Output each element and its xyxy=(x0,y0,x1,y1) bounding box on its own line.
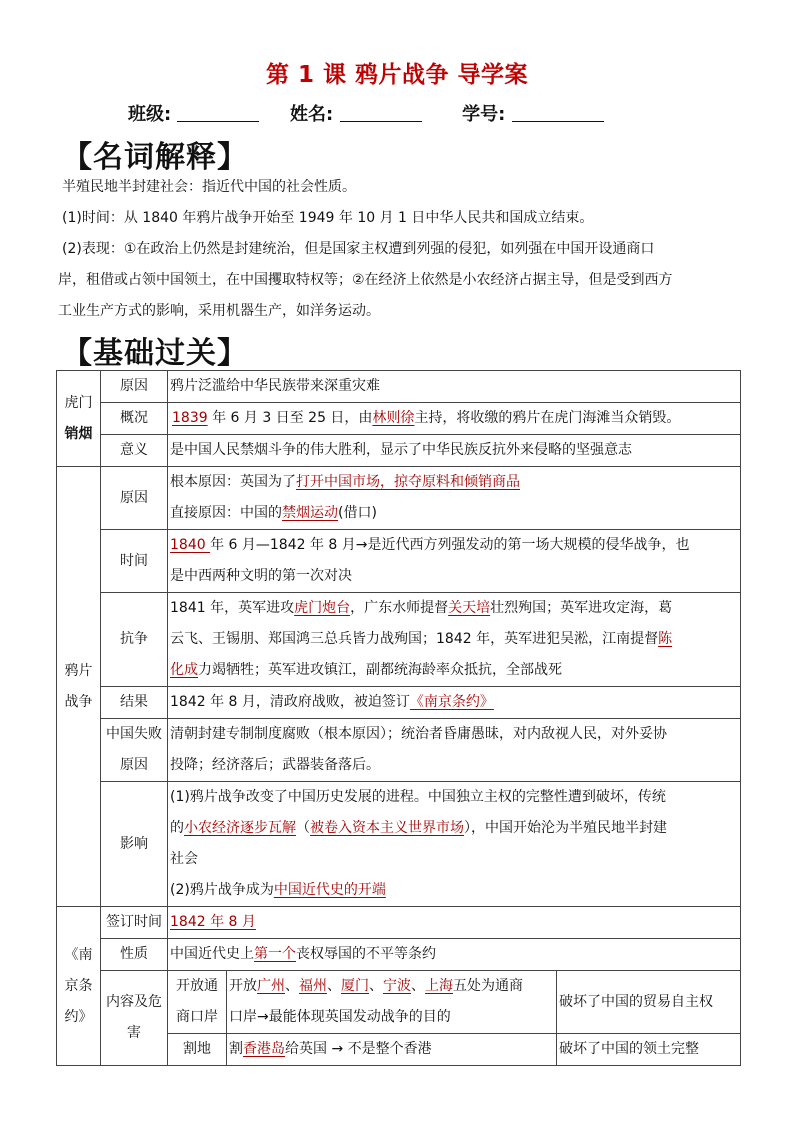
cell-text xyxy=(168,530,741,593)
category-text: 京条 xyxy=(64,977,93,994)
table-row xyxy=(57,467,741,530)
cell-text xyxy=(227,971,557,1034)
cell-text xyxy=(168,403,741,435)
answer-text: 宁波 xyxy=(383,978,411,994)
answer-text: 上海 xyxy=(425,978,453,994)
answer-text: 中国近代史的开端 xyxy=(273,882,386,898)
answer-text: 关天培 xyxy=(448,600,491,616)
cell-text: 1841 年，英军进攻 xyxy=(170,600,295,616)
cell-text: 根本原因：英国为了 xyxy=(170,474,296,490)
answer-text: 广州 xyxy=(257,978,285,994)
cell-text: 是中西两种文明的第一次对决 xyxy=(170,568,352,584)
terms-line-1: 半殖民地半封建社会：指近代中国的社会性质。 xyxy=(62,179,356,195)
table-row xyxy=(57,371,741,403)
category-humen xyxy=(57,371,101,467)
sub-label-text: 商口岸 xyxy=(176,1009,218,1025)
table-row xyxy=(57,719,741,782)
cell-text xyxy=(168,719,741,782)
row-label-text: 害 xyxy=(127,1025,141,1041)
cell-text xyxy=(168,467,741,530)
row-label: 签订时间 xyxy=(101,907,168,939)
cell-text: （ xyxy=(296,820,310,836)
cell-text: 鸦片泛滥给中华民族带来深重灾难 xyxy=(168,371,741,403)
knowledge-table xyxy=(56,370,741,1066)
cell-text: ，广东水师提督 xyxy=(350,600,449,616)
cell-text: 、 xyxy=(369,978,383,994)
cell-text: 、 xyxy=(327,978,341,994)
table-row xyxy=(57,687,741,719)
cell-text: 口岸→最能体现英国发动战争的目的 xyxy=(229,1009,451,1025)
cell-text: 、 xyxy=(411,978,425,994)
cell-text: 开放 xyxy=(229,978,257,994)
cell-text xyxy=(168,782,741,907)
terms-line-3b: 岸，租借或占领中国领土，在中国攫取特权等；②在经济上依然是小农经济占据主导，但是受到西方 xyxy=(58,272,673,288)
answer-text: 打开中国市场，掠夺原料和倾销商品 xyxy=(296,474,520,490)
row-label: 抗争 xyxy=(101,593,168,687)
answer-text: 1839 xyxy=(172,410,208,426)
cell-text: 割 xyxy=(229,1041,243,1057)
answer-text: 1840 xyxy=(170,537,211,553)
id-label: 学号: xyxy=(462,104,506,125)
category-text: 销烟 xyxy=(64,425,93,442)
category-text: 《南 xyxy=(64,946,93,963)
cell-text: 力竭牺牲；英军进攻镇江，副都统海龄率众抵抗，全部战死 xyxy=(198,662,562,678)
cell-text: 、 xyxy=(285,978,299,994)
answer-text: 被卷入资本主义世界市场 xyxy=(310,820,464,836)
row-label: 原因 xyxy=(101,371,168,403)
section-heading-terms: 【名词解释】 xyxy=(62,140,248,175)
answer-text: 厦门 xyxy=(341,978,369,994)
table-row xyxy=(57,435,741,467)
answer-text: 《南京条约》 xyxy=(409,694,494,710)
answer-text: 第一个 xyxy=(254,946,296,962)
cell-text: 直接原因：中国的 xyxy=(170,505,282,521)
cell-text: 1842 年 8 月，清政府战败，被迫签订 xyxy=(170,694,410,710)
row-label: 性质 xyxy=(101,939,168,971)
harm-text: 破坏了中国的领土完整 xyxy=(557,1034,741,1066)
cell-text: 主持，将收缴的鸦片在虎门海滩当众销毁。 xyxy=(414,410,681,426)
category-war xyxy=(57,467,101,907)
row-label: 时间 xyxy=(101,530,168,593)
cell-text xyxy=(168,687,741,719)
row-label xyxy=(101,971,168,1066)
cell-text: 年 6 月 3 日至 25 日，由 xyxy=(207,410,373,426)
category-text: 战争 xyxy=(64,693,93,710)
answer-text: 陈 xyxy=(658,631,673,647)
sub-label-text: 开放通 xyxy=(176,978,218,994)
page-title: 第 1 课 鸦片战争 导学案 xyxy=(265,62,529,88)
cell-text xyxy=(168,593,741,687)
answer-text: 虎门炮台 xyxy=(294,600,351,616)
cell-text: 社会 xyxy=(170,851,198,867)
cell-text: (借口) xyxy=(338,505,377,521)
table-row xyxy=(57,907,741,939)
row-label: 影响 xyxy=(101,782,168,907)
cell-text: 投降；经济落后；武器装备落后。 xyxy=(170,757,380,773)
cell-text: 清朝封建专制制度腐败（根本原因）；统治者昏庸愚昧，对内敌视人民，对外妥协 xyxy=(170,726,667,742)
row-label: 意义 xyxy=(101,435,168,467)
terms-line-3a: (2)表现：①在政治上仍然是封建统治，但是国家主权遭到列强的侵犯，如列强在中国开设通商口 xyxy=(62,241,655,257)
terms-line-3c: 工业生产方式的影响，采用机器生产，如洋务运动。 xyxy=(58,303,380,319)
cell-text: 是中国人民禁烟斗争的伟大胜利，显示了中华民族反抗外来侵略的坚强意志 xyxy=(168,435,741,467)
row-label-text: 中国失败 xyxy=(106,726,162,742)
section-heading-basics: 【基础过关】 xyxy=(62,336,248,371)
cell-text xyxy=(227,1034,557,1066)
cell-text xyxy=(168,907,741,939)
answer-text: 林则徐 xyxy=(372,410,415,426)
cell-text: 年 6 月—1842 年 8 月→是近代西方列强发动的第一场大规模的侵华战争，也 xyxy=(210,537,690,553)
cell-text: (1)鸦片战争改变了中国历史发展的进程。中国独立主权的完整性遭到破坏，传统 xyxy=(170,789,666,805)
category-treaty xyxy=(57,907,101,1066)
cell-text xyxy=(168,939,741,971)
class-blank xyxy=(177,103,259,122)
cell-text: 丧权辱国的不平等条约 xyxy=(296,946,436,962)
id-blank xyxy=(512,103,604,122)
cell-text: 云飞、王锡朋、郑国鸿三总兵皆力战殉国；1842 年，英军进犯吴淞，江南提督 xyxy=(170,631,659,647)
table-row xyxy=(57,782,741,907)
table-row xyxy=(57,971,741,1034)
row-label xyxy=(101,719,168,782)
category-text: 鸦片 xyxy=(64,662,93,679)
student-info-row xyxy=(128,100,604,126)
row-label: 结果 xyxy=(101,687,168,719)
table-row xyxy=(57,593,741,687)
sub-label xyxy=(168,971,227,1034)
table-row xyxy=(57,939,741,971)
row-label-text: 原因 xyxy=(120,757,148,773)
answer-text: 化成 xyxy=(170,662,198,678)
answer-text: 小农经济逐步瓦解 xyxy=(184,820,296,836)
answer-text: 1842 年 8 月 xyxy=(170,914,256,930)
terms-line-2: (1)时间：从 1840 年鸦片战争开始至 1949 年 10 月 1 日中华人民共和国成立结束。 xyxy=(62,210,594,226)
cell-text: 的 xyxy=(170,820,184,836)
category-text: 约》 xyxy=(64,1008,93,1025)
table-row xyxy=(57,530,741,593)
answer-text: 禁烟运动 xyxy=(282,505,338,521)
harm-text: 破坏了中国的贸易自主权 xyxy=(557,971,741,1034)
class-label: 班级: xyxy=(128,104,172,125)
name-blank xyxy=(340,103,422,122)
answer-text: 福州 xyxy=(299,978,327,994)
sub-label: 割地 xyxy=(168,1034,227,1066)
cell-text: ），中国开始沦为半殖民地半封建 xyxy=(464,820,667,836)
row-label: 概况 xyxy=(101,403,168,435)
cell-text: 五处为通商 xyxy=(453,978,523,994)
answer-text: 香港岛 xyxy=(243,1041,285,1057)
row-label: 原因 xyxy=(101,467,168,530)
cell-text: 壮烈殉国；英军进攻定海，葛 xyxy=(490,600,673,616)
row-label-text: 内容及危 xyxy=(106,994,162,1010)
table-row xyxy=(57,403,741,435)
cell-text: 给英国 → 不是整个香港 xyxy=(285,1041,432,1057)
category-text: 虎门 xyxy=(64,394,93,411)
cell-text: (2)鸦片战争成为 xyxy=(170,882,274,898)
cell-text: 中国近代史上 xyxy=(170,946,254,962)
name-label: 姓名: xyxy=(290,104,334,125)
